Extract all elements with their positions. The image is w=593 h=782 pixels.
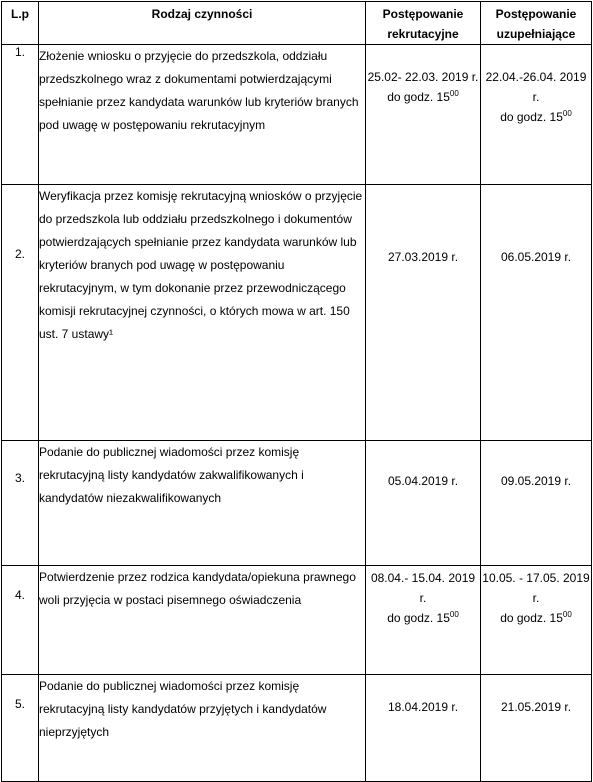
header-lp: L.p <box>2 2 39 45</box>
activity-description: Potwierdzenie przez rodzica kandydata/opiekuna prawnego woli przyjęcia w postaci pisemnego oświadczenia <box>39 566 366 675</box>
table-row <box>2 675 592 782</box>
row-number: 3. <box>2 441 39 566</box>
supplementary-date: 09.05.2019 r. <box>481 441 592 566</box>
deadline-time: do godz. $15^{00}$ <box>387 610 459 625</box>
row-number: 1. <box>2 45 39 185</box>
schedule-table <box>1 1 592 782</box>
table-row <box>2 441 592 566</box>
supplementary-date: 21.05.2019 r. <box>481 675 592 782</box>
row-number: 5. <box>2 675 39 782</box>
row-number: 2. <box>2 185 39 441</box>
recruitment-date <box>366 45 481 185</box>
supplementary-date: 06.05.2019 r. <box>481 185 592 441</box>
activity-description: Złożenie wniosku o przyjęcie do przedszkola, oddziału przedszkolnego wraz z dokumentami potwierdzającymi spełnianie przez kandydata warunków lub kryteriów branych pod uwagę w postępowaniu rekrutacyjnym <box>39 45 366 185</box>
supplementary-date <box>481 45 592 185</box>
table-row <box>2 566 592 675</box>
recruitment-date: 05.04.2019 r. <box>366 441 481 566</box>
activity-description: Podanie do publicznej wiadomości przez komisję rekrutacyjną listy kandydatów zakwalifikowanych i kandydatów niezakwalifikowanych <box>39 441 366 566</box>
recruitment-date <box>366 566 481 675</box>
activity-description: Podanie do publicznej wiadomości przez komisję rekrutacyjną listy kandydatów przyjętych i kandydatów nieprzyjętych <box>39 675 366 782</box>
table-row <box>2 45 592 185</box>
supplementary-date <box>481 566 592 675</box>
deadline-time: do godz. $15^{00}$ <box>500 109 572 124</box>
recruitment-date: 27.03.2019 r. <box>366 185 481 441</box>
header-row <box>2 2 592 45</box>
activity-description: Weryfikacja przez komisję rekrutacyjną wniosków o przyjęcie do przedszkola lub oddziału przedszkolnego i dokumentów potwierdzających spełnianie przez kandydata warunków lub kryteriów branych pod uwagę w postępowaniu rekrutacyjnym, w tym dokonanie przez przewodniczącego komisji rekrutacyjnej czynności, o których mowa w art. 150 ust. 7 ustawy¹ <box>39 185 366 441</box>
table-row <box>2 185 592 441</box>
date-range: 22.04.-26.04. 2019 r. <box>485 70 587 104</box>
date-range: 10.05. - 17.05. 2019 r. <box>482 571 590 605</box>
row-number: 4. <box>2 566 39 675</box>
header-supplementary: Postępowanie uzupełniające <box>481 2 592 45</box>
date-range: 08.04.- 15.04. 2019 r. <box>370 571 476 605</box>
deadline-time: do godz. $15^{00}$ <box>387 89 459 104</box>
deadline-time: do godz. $15^{00}$ <box>500 610 572 625</box>
header-activity: Rodzaj czynności <box>39 2 366 45</box>
recruitment-date: 18.04.2019 r. <box>366 675 481 782</box>
date-range: 25.02- 22.03. 2019 r. <box>367 70 479 84</box>
header-recruitment: Postępowanie rekrutacyjne <box>366 2 481 45</box>
